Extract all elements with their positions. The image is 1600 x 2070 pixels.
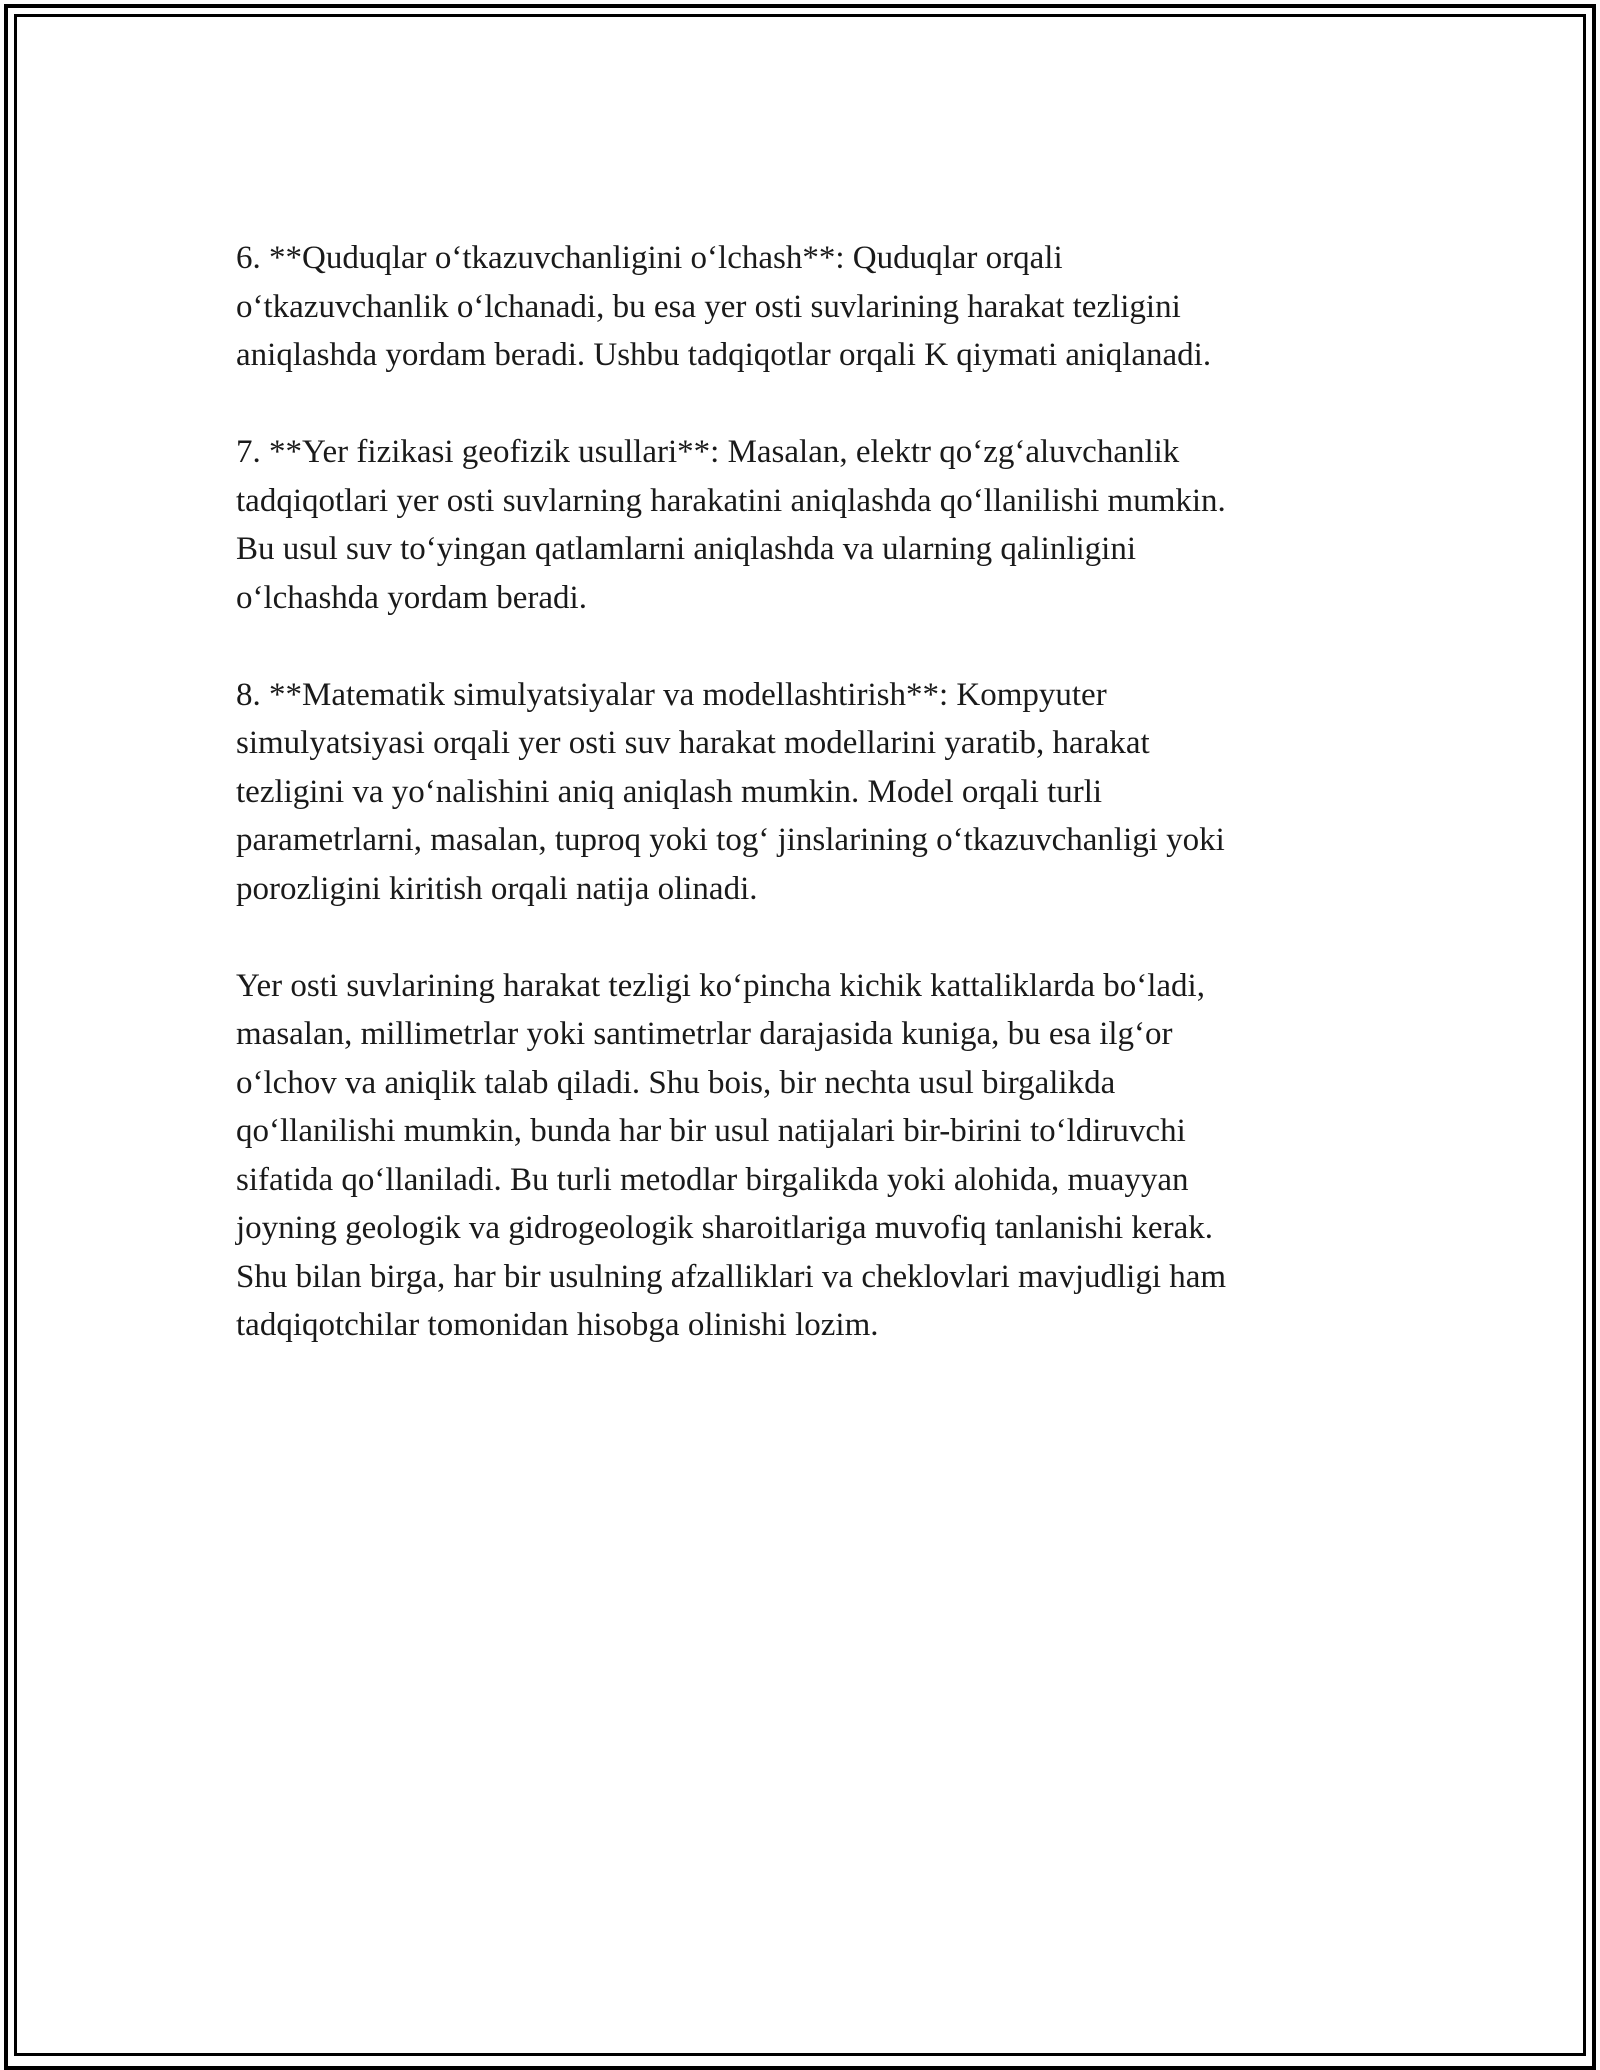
paragraph-conclusion: Yer osti suvlarining harakat tezligi ko‘pincha kichik kattaliklarda bo‘ladi, masalan, millimetrlar yoki santimetrlar darajasida kuniga, bu esa ilg‘or o‘lchov va aniqlik talab qiladi. Shu bois, bir nechta usul birgalikda qo‘llanilishi mumkin, bunda har bir usul natijalari bir-birini to‘ldiruvchi sifatida qo‘llaniladi. Bu turli metodlar birgalikda yoki alohida, muayyan joyning geologik va gidrogeologik sharoitlariga muvofiq tanlanishi kerak. Shu bilan birga, har bir usulning afzalliklari va cheklovlari mavjudligi ham tadqiqotchilar tomonidan hisobga olinishi lozim. [236,967,1227,1343]
paragraph-item-7: 7. **Yer fizikasi geofizik usullari**: Masalan, elektr qo‘zg‘aluvchanlik tadqiqotlari yer osti suvlarning harakatini aniqlashda qo‘llanilishi mumkin. Bu usul suv to‘yingan qatlamlarni aniqlashda va ularning qalinligini o‘lchashda yordam beradi. [236,434,1226,616]
paragraph-item-8: 8. **Matematik simulyatsiyalar va modellashtirish**: Kompyuter simulyatsiyasi orqali yer osti suv harakat modellarini yaratib, harakat tezligini va yo‘nalishini aniq aniqlash mumkin. Model orqali turli parametrlarni, masalan, tuproq yoki tog‘ jinslarining o‘tkazuvchanligi yoki porozligini kiritish orqali natija olinadi. [236,676,1225,907]
paragraph-item-6: 6. **Quduqlar o‘tkazuvchanligini o‘lchash**: Quduqlar orqali o‘tkazuvchanlik o‘lchanadi, bu esa yer osti suvlarining harakat tezligini aniqlashda yordam beradi. Ushbu tadqiqotlar orqali K qiymati aniqlanadi. [236,240,1212,373]
document-body [236,234,1366,1350]
